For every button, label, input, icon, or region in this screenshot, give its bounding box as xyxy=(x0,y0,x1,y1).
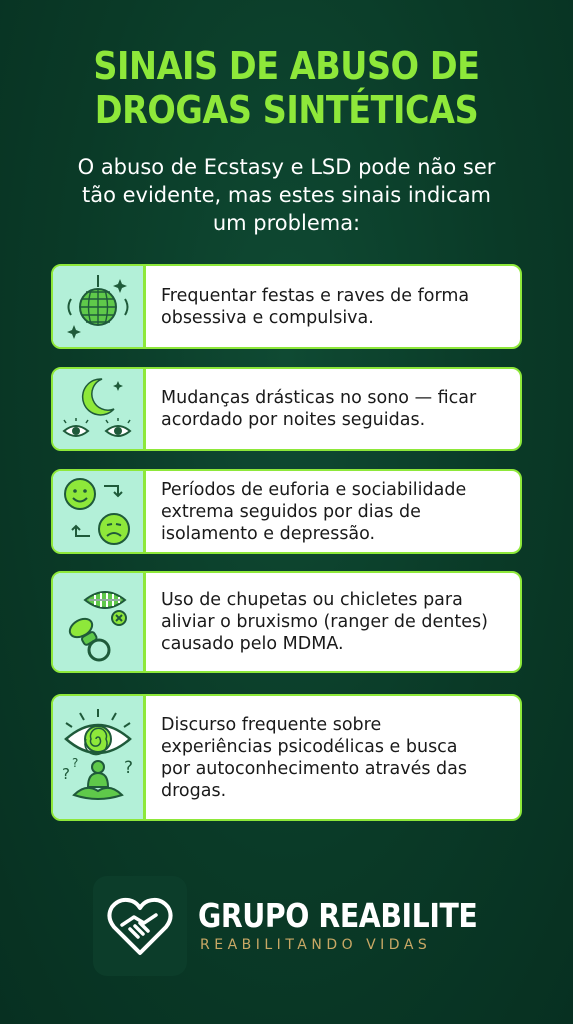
sign-line: causado pelo MDMA. xyxy=(161,634,344,654)
page-title xyxy=(34,44,538,132)
sign-text xyxy=(146,573,520,671)
svg-text:?: ? xyxy=(124,757,134,778)
sign-line: drogas. xyxy=(161,780,227,801)
sign-line: extrema seguidos por dias de xyxy=(161,501,421,522)
mood-swing-faces-icon xyxy=(53,471,146,552)
intro-line-1: O abuso de Ecstasy e LSD pode não ser xyxy=(77,155,496,179)
heart-handshake-icon xyxy=(93,876,187,976)
sign-line: acordado por noites seguidas. xyxy=(161,410,426,430)
brand-tagline: REABILITANDO VIDAS xyxy=(200,937,432,953)
sign-card-parties xyxy=(51,264,522,349)
moon-open-eyes-icon xyxy=(53,369,146,449)
sign-card-sleep xyxy=(51,367,522,451)
sign-text xyxy=(146,471,520,552)
sign-line: por autoconhecimento através das xyxy=(161,758,468,779)
sign-card-mood xyxy=(51,469,522,554)
psychedelic-eye-meditation-icon xyxy=(53,696,146,819)
intro-line-3: um problema: xyxy=(212,211,361,235)
sign-line: Discurso frequente sobre xyxy=(161,714,382,735)
disco-ball-icon xyxy=(53,266,146,347)
sign-line: Mudanças drásticas no sono — ficar xyxy=(161,388,477,408)
sign-line: experiências psicodélicas e busca xyxy=(161,736,458,757)
sign-text xyxy=(146,266,520,347)
brand-name: GRUPO REABILITE xyxy=(198,896,478,935)
svg-text:?: ? xyxy=(62,764,70,783)
sign-line: Uso de chupetas ou chicletes para xyxy=(161,590,463,610)
sign-card-psychedelic xyxy=(51,694,522,821)
sign-line: Frequentar festas e raves de forma xyxy=(161,285,470,306)
svg-text:?: ? xyxy=(72,755,79,770)
pacifier-teeth-icon xyxy=(53,573,146,671)
sign-line: aliviar o bruxismo (ranger de dentes) xyxy=(161,612,488,632)
sign-card-bruxism xyxy=(51,571,522,673)
intro-line-2: tão evidente, mas estes sinais indicam xyxy=(81,183,492,207)
title-line-1: SINAIS DE ABUSO DE xyxy=(93,44,480,88)
sign-text xyxy=(146,369,520,449)
intro-text xyxy=(40,153,533,237)
title-line-2: DROGAS SINTÉTICAS xyxy=(94,88,479,132)
sign-text xyxy=(146,696,520,819)
sign-line: Períodos de euforia e sociabilidade xyxy=(161,479,467,500)
sign-line: isolamento e depressão. xyxy=(161,523,376,544)
sign-line: obsessiva e compulsiva. xyxy=(161,307,374,328)
